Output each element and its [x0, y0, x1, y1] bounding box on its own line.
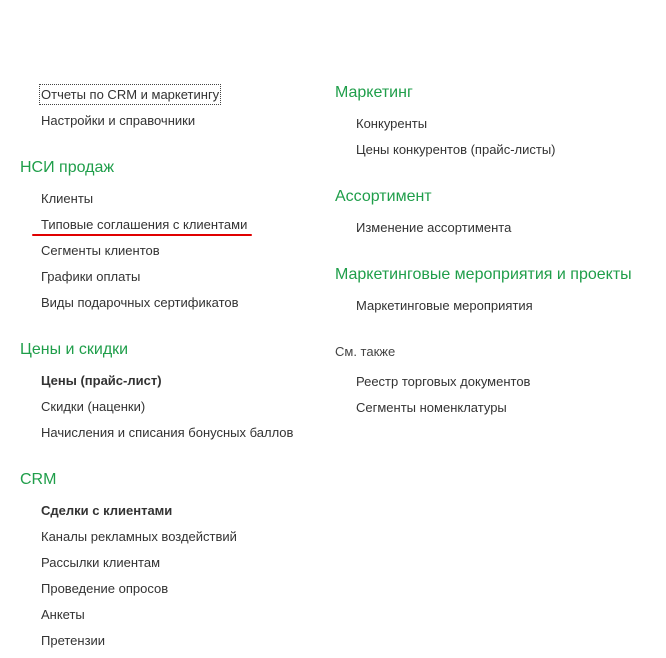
- link-settings-references[interactable]: Настройки и справочники: [41, 113, 196, 128]
- section-title-marketing-events: Маркетинговые мероприятия и проекты: [335, 266, 632, 283]
- section-title-assortment: Ассортимент: [335, 188, 432, 205]
- link-gift-certificate-types[interactable]: Виды подарочных сертификатов: [41, 295, 239, 310]
- link-discounts[interactable]: Скидки (наценки): [41, 399, 146, 414]
- link-claims[interactable]: Претензии: [41, 633, 106, 648]
- link-questionnaires[interactable]: Анкеты: [41, 607, 85, 622]
- section-title-prices: Цены и скидки: [20, 341, 129, 358]
- link-ad-channels[interactable]: Каналы рекламных воздействий: [41, 529, 237, 544]
- link-price-list[interactable]: Цены (прайс-лист): [41, 373, 162, 388]
- section-title-marketing: Маркетинг: [335, 84, 413, 101]
- link-clients[interactable]: Клиенты: [41, 191, 94, 206]
- link-crm-reports[interactable]: Отчеты по CRM и маркетингу: [41, 87, 220, 102]
- red-underline-annotation: [32, 234, 252, 236]
- link-assortment-change[interactable]: Изменение ассортимента: [356, 220, 512, 235]
- link-bonus-points[interactable]: Начисления и списания бонусных баллов: [41, 425, 294, 440]
- link-client-mailings[interactable]: Рассылки клиентам: [41, 555, 161, 570]
- link-marketing-events[interactable]: Маркетинговые мероприятия: [356, 298, 533, 313]
- section-title-crm: CRM: [20, 471, 57, 488]
- link-payment-schedules[interactable]: Графики оплаты: [41, 269, 141, 284]
- link-standard-agreements[interactable]: Типовые соглашения с клиентами: [41, 217, 248, 232]
- link-competitor-prices[interactable]: Цены конкурентов (прайс-листы): [356, 142, 556, 157]
- link-surveys[interactable]: Проведение опросов: [41, 581, 169, 596]
- link-client-deals[interactable]: Сделки с клиентами: [41, 503, 173, 518]
- link-client-segments[interactable]: Сегменты клиентов: [41, 243, 160, 258]
- link-trade-documents-registry[interactable]: Реестр торговых документов: [356, 374, 531, 389]
- section-title-see-also: См. также: [335, 344, 396, 359]
- link-competitors[interactable]: Конкуренты: [356, 116, 428, 131]
- link-nomenclature-segments[interactable]: Сегменты номенклатуры: [356, 400, 507, 415]
- section-title-nsi: НСИ продаж: [20, 159, 115, 176]
